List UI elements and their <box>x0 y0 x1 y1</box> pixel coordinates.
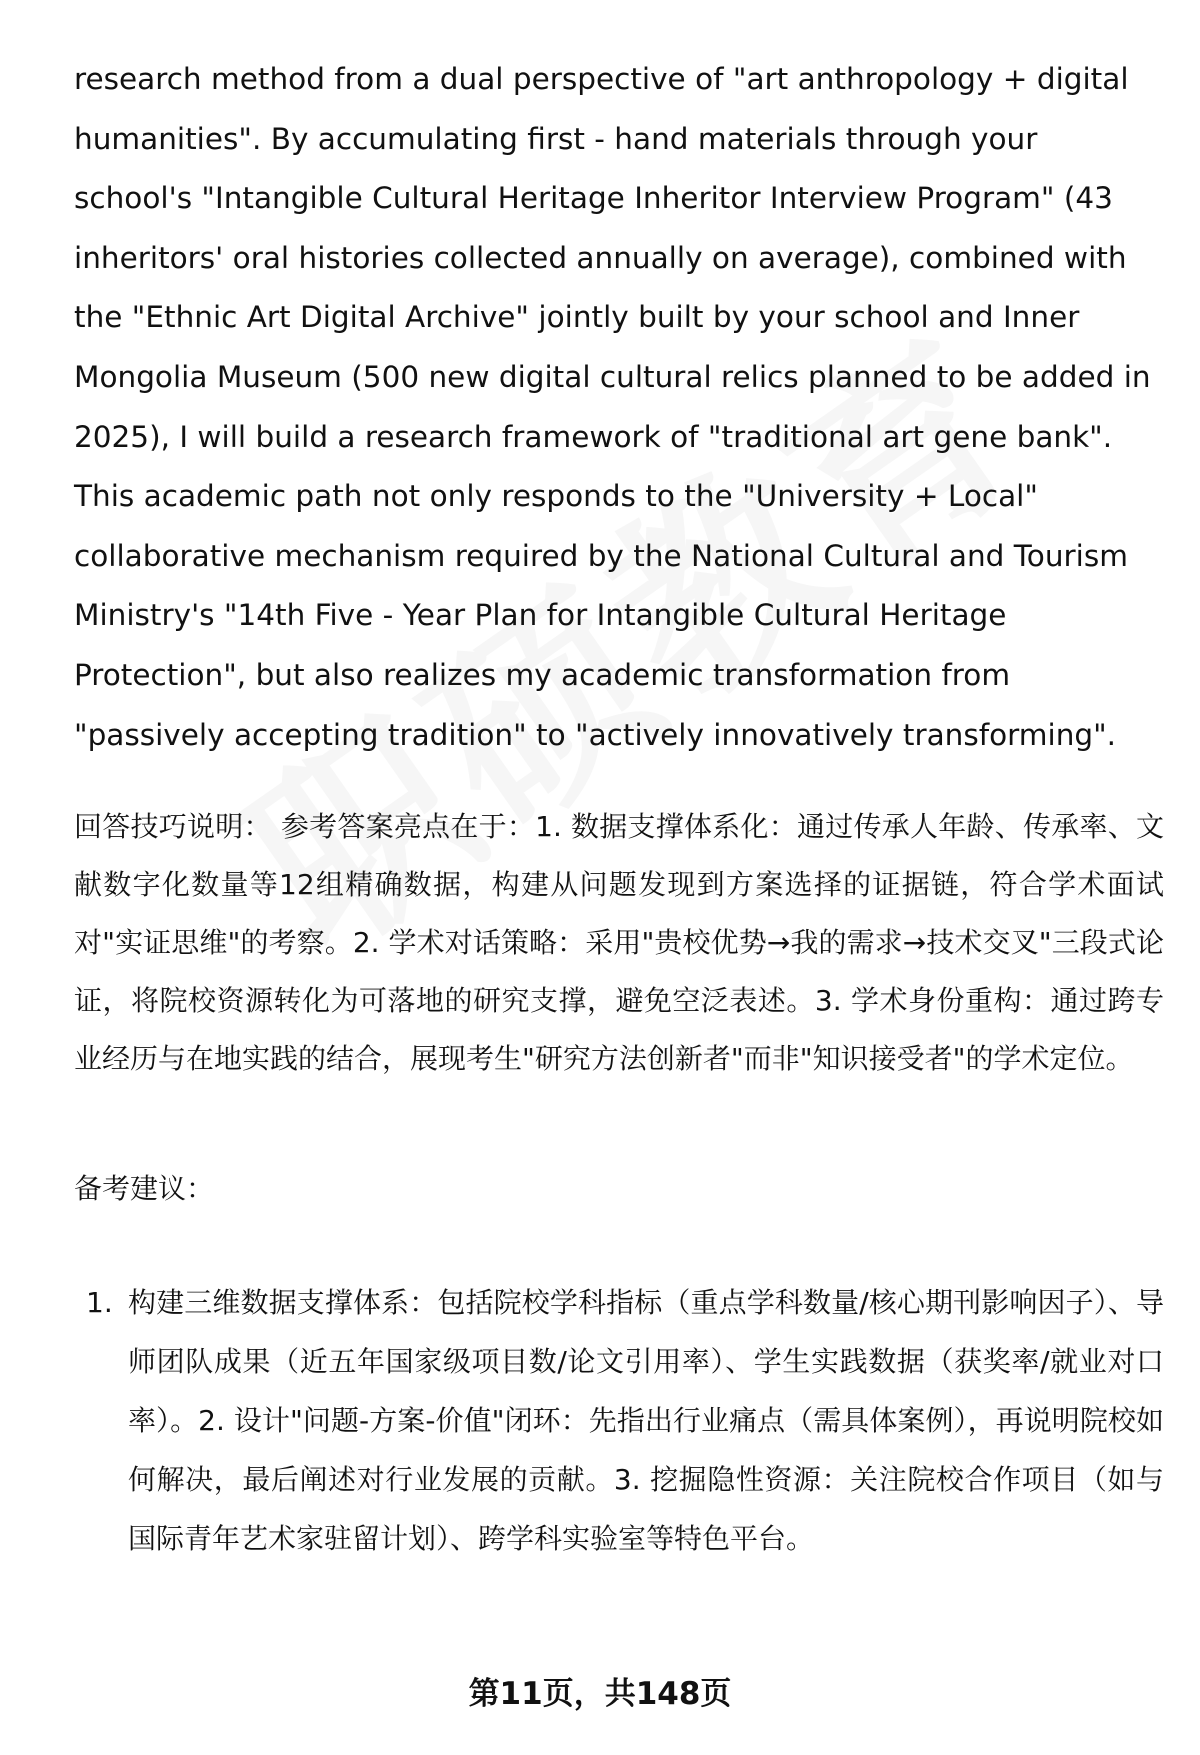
page-number-footer: 第11页，共148页 <box>468 1676 732 1712</box>
suggestions-list <box>74 1273 1164 1568</box>
suggestions-heading: 备考建议： <box>74 1172 215 1205</box>
list-item-number: 1. <box>86 1286 113 1319</box>
answer-tips-paragraph: 回答技巧说明： 参考答案亮点在于：1. 数据支撑体系化：通过传承人年龄、传承率、文献数字化数量等12组精确数据，构建从问题发现到方案选择的证据链，符合学术面试对"实证思维"的考察。2. 学术对话策略：采用"贵校优势→我的需求→技术交叉"三段式论证，将院校资源转化为可落地的研究支撑，避免空泛表述。3. 学术身份重构：通过跨专业经历与在地实践的结合，展现考生"研究方法创新者"而非"知识接受者"的学术定位。 <box>74 810 1164 1075</box>
english-paragraph: research method from a dual perspective of "art anthropology + digital humanities". By accumulating first - hand materials through your school's "Intangible Cultural Heritage Inheritor Interview Program" (43 inheritors' oral histories collected annually on average), combined with the "Ethnic Art Digital Archive" jointly built by your school and Inner Mongolia Museum (500 new digital cultural relics planned to be added in 2025), I will build a research framework of "traditional art gene bank". This academic path not only responds to the "University + Local" collaborative mechanism required by the National Cultural and Tourism Ministry's "14th Five - Year Plan for Intangible Cultural Heritage Protection", but also realizes my academic transformation from "passively accepting tradition" to "actively innovatively transforming". <box>74 62 1151 752</box>
list-item-text: 构建三维数据支撑体系：包括院校学科指标（重点学科数量/核心期刊影响因子）、导师团队成果（近五年国家级项目数/论文引用率）、学生实践数据（获奖率/就业对口率）。2. 设计"问题-方案-价值"闭环：先指出行业痛点（需具体案例），再说明院校如何解决，最后阐述对行业发展的贡献。3. 挖掘隐性资源：关注院校合作项目（如与国际青年艺术家驻留计划）、跨学科实验室等特色平台。 <box>128 1286 1164 1555</box>
list-item <box>74 1273 1164 1568</box>
